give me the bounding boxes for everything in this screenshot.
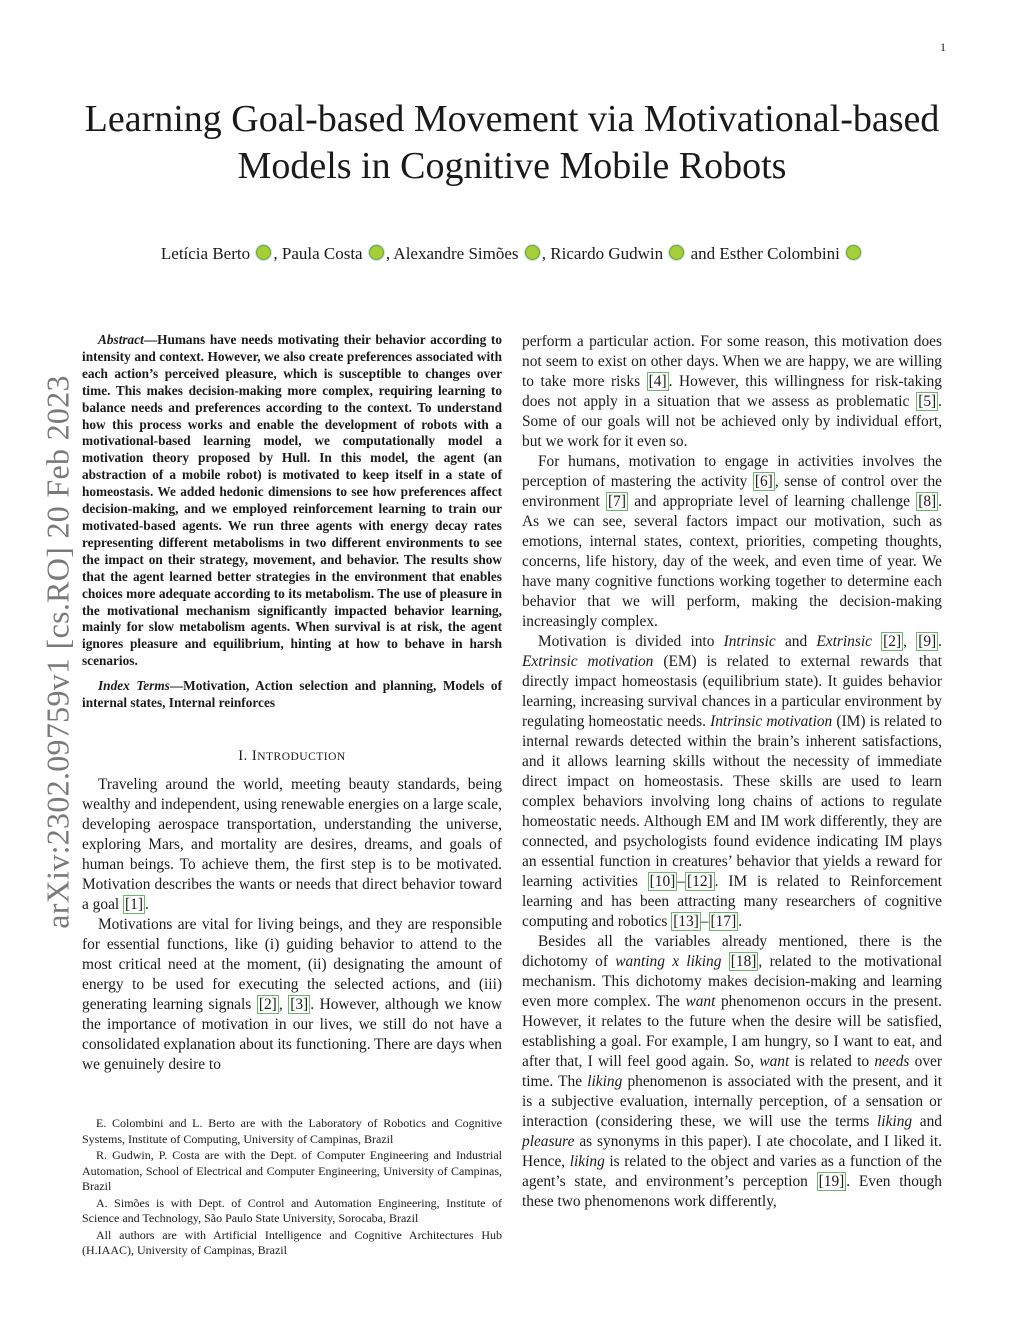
- emphasis: liking: [877, 1113, 913, 1130]
- author-name: Alexandre Simões: [393, 244, 519, 263]
- abstract-lead: Abstract: [98, 332, 144, 347]
- orcid-icon[interactable]: [256, 245, 271, 260]
- section-initial: I: [251, 747, 258, 764]
- citation-link[interactable]: [2]: [883, 633, 902, 650]
- citation-link[interactable]: [17]: [710, 913, 737, 930]
- index-terms: [82, 678, 502, 712]
- paragraph-text: Besides all the variables already mentioned, there is the dichotomy of: [522, 933, 942, 970]
- paragraph-text: phenomenon is associated with the present, and it is a subjective evaluation, internally perception, of a sensation or interaction (considering these, we will use the terms: [522, 1073, 942, 1130]
- paragraph-text: Motivation is divided into: [538, 633, 724, 650]
- paragraph-text: is related to the object and varies as a function of the agent’s state, and environment’s perception: [522, 1153, 942, 1190]
- author-separator: and: [686, 244, 720, 263]
- citation-link[interactable]: [4]: [648, 373, 667, 390]
- index-terms-lead: Index Terms: [98, 678, 170, 694]
- citation-link[interactable]: [1]: [125, 895, 143, 913]
- paragraph-text: (EM) is related to external rewards that directly impact homeostasis (equilibrium state). It guides behavior learning, increasing survival chances in a particular environment by regulating homeostatic needs.: [522, 653, 942, 730]
- citation-link[interactable]: [12]: [687, 873, 713, 890]
- paragraph-text: .: [144, 895, 149, 913]
- paragraph-text: and: [912, 1113, 942, 1130]
- abstract: [82, 332, 502, 670]
- paragraph-text: [721, 953, 728, 970]
- author-name: Ricardo Gudwin: [550, 244, 664, 263]
- author-name: Letícia Berto: [160, 244, 251, 263]
- paragraph-text: –: [677, 873, 685, 890]
- paragraph-text: . However, this willingness for risk-taking does not apply in a situation that we assess as problematic: [522, 373, 943, 410]
- orcid-icon[interactable]: [846, 245, 861, 260]
- citation-link[interactable]: [19]: [818, 1173, 845, 1190]
- section-title-rest: NTRODUCTION: [257, 750, 346, 763]
- author-list: [82, 243, 942, 265]
- abstract-text: —Humans have needs motivating their behavior according to intensity and context. However, we also create preferences associated with each action’s perceived pleasure, which is susceptible to changes over time. This makes decision-making more complex, requiring learning to balance needs and preferences according to the context. To understand how this process works and enable the development of robots with a motivational-based learning model, we computationally model a motivation theory proposed by Hull. In this model, the agent (an abstraction of a mobile robot) is motivated to keep itself in a state of homeostasis. We added hedonic dimensions to see how preferences affect decision-making, and we employed reinforcement learning to train our motivated-based agents. We run three agents with energy decay rates representing different metabolisms in two different environments to see the impact on their strategy, movement, and behavior. The results show that the agent learned better strategies in the environment that enables choices more adequate according to its metabolism. The use of pleasure in the motivational mechanism significantly impacted behavior learning, mainly for slow metabolism agents. When survival is at risk, the agent ignores pleasure and equilibrium, hinting at how to behave in harsh scenarios.: [82, 332, 502, 669]
- paragraph-text: phenomenon occurs in the present. However, it relates to the future when the desire will be satisfied, establishing a goal. For example, I am hungry, so I want to eat, and after that, I will feel good again. So,: [522, 993, 942, 1070]
- emphasis: liking: [587, 1073, 623, 1090]
- page-number: 1: [940, 40, 946, 54]
- author-separator: ,: [273, 244, 282, 263]
- footnote: R. Gudwin, P. Costa are with the Dept. of Computer Engineering and Industrial Automation, School of Electrical and Computer Engineering, University of Campinas, Brazil: [82, 1148, 502, 1193]
- footnote: E. Colombini and L. Berto are with the Laboratory of Robotics and Cognitive Systems, Institute of Computing, University of Campinas, Brazil: [82, 1116, 502, 1146]
- paragraph: [522, 932, 942, 1212]
- paragraph-text: perform a particular action. For some reason, this motivation does not seem to exist on other days. When we are happy, we are willing to take more risks: [522, 333, 942, 390]
- emphasis: Intrinsic motivation: [710, 713, 833, 730]
- citation-link[interactable]: [5]: [918, 393, 937, 410]
- author-name: Esther Colombini: [719, 244, 840, 263]
- paragraph-text: .: [938, 633, 942, 650]
- citation-link[interactable]: [7]: [608, 493, 626, 510]
- paragraph-text: . As we can see, several factors impact our motivation, such as emotions, internal states, context, priorities, competing thoughts, concerns, life history, day of the week, and even time of year. We have many cognitive functions working together to determine each behavior that we will perform, making the decision-making increasingly complex.: [522, 493, 942, 630]
- paragraph-text: . Even though these two phenomenons work differently,: [522, 1173, 943, 1210]
- paragraph-text: . However, although we know the importance of motivation in our lives, we still do not have a consolidated explanation about its functioning. There are days when we genuinely desire to: [82, 995, 502, 1073]
- citation-link[interactable]: [6]: [754, 473, 773, 490]
- section-heading-introduction: [82, 746, 502, 767]
- author-separator: ,: [385, 244, 394, 263]
- orcid-icon[interactable]: [525, 245, 540, 260]
- footnote: A. Simões is with Dept. of Control and Automation Engineering, Institute of Science and Technology, São Paulo State University, Sorocaba, Brazil: [82, 1195, 502, 1225]
- paragraph-text: . Some of our goals will not be achieved only by individual effort, but we work for it even so.: [522, 393, 942, 450]
- paragraph-text: .: [738, 913, 743, 930]
- emphasis: want: [759, 1053, 790, 1070]
- footnotes: [82, 1116, 502, 1260]
- right-column: [522, 332, 942, 1212]
- orcid-icon[interactable]: [369, 245, 384, 260]
- paragraph-text: . IM is related to Reinforcement learning and has been attracting many researchers of cognitive computing and robotics: [522, 873, 942, 930]
- citation-link[interactable]: [3]: [290, 995, 309, 1013]
- paragraph-text: , sense of control over the environment: [522, 473, 942, 510]
- paragraph-text: Motivations are vital for living beings, and they are responsible for essential functions, like (i) guiding behavior to attend to the most critical need at the moment, (ii) designating the amount of energy to be used for executing the selected actions, and (iii) generating learning signals: [82, 915, 502, 1013]
- emphasis: Intrinsic: [723, 633, 776, 650]
- paragraph: [82, 915, 502, 1075]
- author-name: Paula Costa: [281, 244, 363, 263]
- index-terms-text: —Motivation, Action selection and planning, Models of internal states, Internal reinforces: [82, 678, 503, 711]
- paragraph-text: (IM) is related to internal rewards detected within the brain’s inherent satisfactions, and it allows learning skills without the necessity of immediate direct impact on homeostasis. These skills are used to learn complex behaviors involving long chains of actions to regulate homeostatic needs. Although EM and IM work differently, they are connected, and psychologists found evidence indicating IM plays an essential function in creatures’ behavior that yields a reward for learning activities: [522, 713, 942, 890]
- paper-title: Learning Goal-based Movement via Motivational-based Models in Cognitive Mobile Robots: [84, 98, 940, 187]
- paragraph-text: For humans, motivation to engage in activities involves the perception of mastering the activity: [522, 453, 942, 490]
- author-separator: ,: [541, 244, 551, 263]
- paragraph-text: and: [775, 633, 817, 650]
- left-column: [82, 332, 502, 1075]
- emphasis: needs: [874, 1053, 910, 1070]
- paragraph: [522, 332, 942, 452]
- citation-link[interactable]: [2]: [258, 995, 277, 1013]
- paragraph-text: ,: [903, 633, 917, 650]
- emphasis: Extrinsic motivation: [522, 653, 654, 670]
- paragraph: [522, 452, 942, 632]
- citation-link[interactable]: [18]: [730, 953, 757, 970]
- paragraph-text: –: [700, 913, 709, 930]
- orcid-icon[interactable]: [669, 245, 684, 260]
- section-number: I.: [238, 747, 248, 764]
- arxiv-identifier-stamp: arXiv:2302.09759v1 [cs.RO] 20 Feb 2023: [39, 375, 76, 929]
- paragraph: [522, 632, 942, 932]
- emphasis: Extrinsic: [816, 633, 872, 650]
- citation-link[interactable]: [10]: [649, 873, 676, 890]
- paragraph-text: ,: [278, 995, 289, 1013]
- paragraph-text: Traveling around the world, meeting beauty standards, being wealthy and independent, using renewable energies on a large scale, developing aerospace transportation, understanding the universe, exploring Mars, and mortality are desires, dreams, and goals of human beings. To achieve them, the first step is to be motivated. Motivation describes the wants or needs that direct behavior toward a goal: [82, 775, 502, 913]
- emphasis: want: [685, 993, 716, 1010]
- paragraph-text: is related to: [789, 1053, 875, 1070]
- emphasis: pleasure: [522, 1133, 575, 1150]
- paragraph-text: , related to the motivational mechanism. This dichotomy makes decision-making and learning even more complex. The: [522, 953, 942, 1010]
- footnote: All authors are with Artificial Intelligence and Cognitive Architectures Hub (H.IAAC), University of Campinas, Brazil: [82, 1227, 502, 1257]
- emphasis: liking: [569, 1153, 605, 1170]
- emphasis: wanting x liking: [615, 953, 722, 970]
- citation-link[interactable]: [8]: [918, 493, 937, 510]
- citation-link[interactable]: [13]: [673, 913, 699, 930]
- paragraph-text: [872, 633, 881, 650]
- paragraph: [82, 775, 502, 915]
- citation-link[interactable]: [9]: [918, 633, 937, 650]
- paragraph-text: and appropriate level of learning challenge: [628, 493, 917, 510]
- paragraph-text: as synonyms in this paper). I ate chocolate, and I liked it. Hence,: [522, 1133, 942, 1170]
- paragraph-text: over time. The: [522, 1053, 943, 1090]
